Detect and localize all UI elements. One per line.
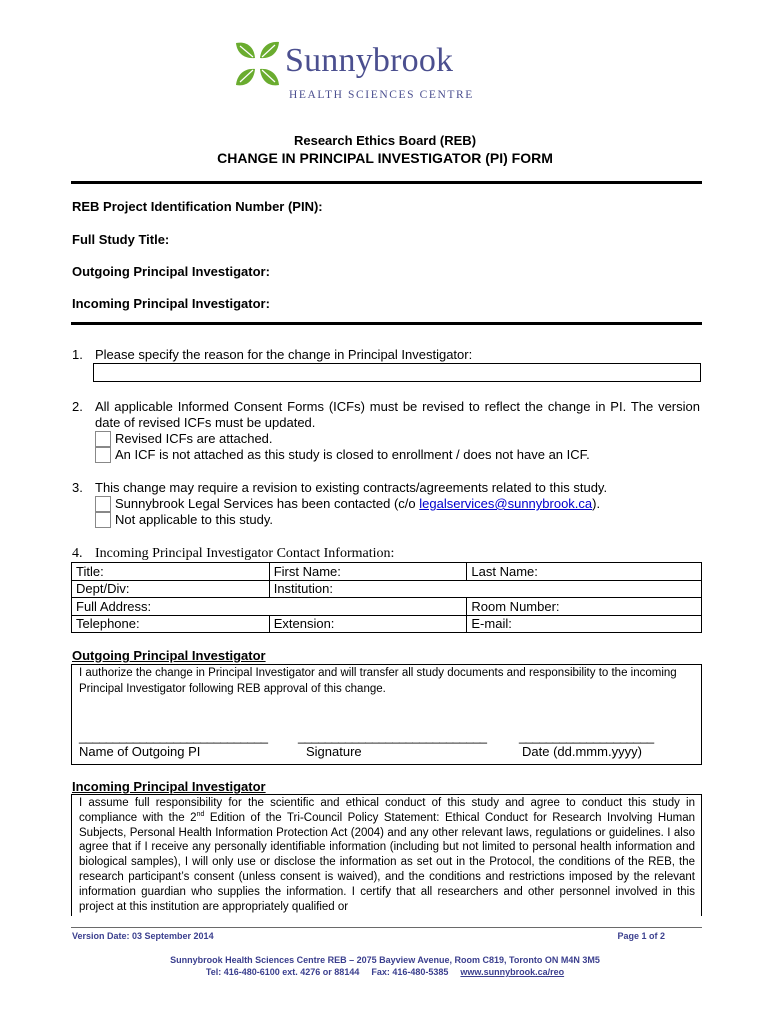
version-date: Version Date: 03 September 2014 [72,931,214,941]
first-name-field[interactable]: First Name: [269,563,467,581]
email-field[interactable]: E-mail: [467,615,702,633]
question-number: 1. [72,347,83,362]
signature-label: Signature [306,744,362,759]
checkbox-label: An ICF is not attached as this study is closed to enrollment / does not have an ICF. [115,447,590,462]
incoming-pi-label: Incoming Principal Investigator: [72,296,270,311]
question-text: This change may require a revision to existing contracts/agreements related to this study. [95,480,608,495]
legal-email-link[interactable]: legalservices@sunnybrook.ca [419,496,593,511]
footer-divider [71,927,702,928]
logo-wordmark: Sunnybrook [285,42,454,79]
outgoing-date-line[interactable]: ____________________ [519,729,654,744]
outgoing-pi-label: Outgoing Principal Investigator: [72,264,270,279]
logo-subtitle: HEALTH SCIENCES CENTRE [289,89,474,101]
page-number: Page 1 of 2 [617,931,665,941]
form-board-title: Research Ethics Board (REB) [293,133,477,148]
address-field[interactable]: Full Address: [72,598,467,616]
footer-address: Sunnybrook Health Sciences Centre REB – 2075 Bayview Avenue, Room C819, Toronto ON M4N 3M5 [170,955,600,965]
legal-text: Sunnybrook Legal Services has been contacted (c/o [115,496,420,511]
outgoing-name-line[interactable]: ____________________________ [79,729,268,744]
extension-field[interactable]: Extension: [269,615,467,633]
footer-web-link[interactable]: www.sunnybrook.ca/reo [460,967,565,977]
question-number: 2. [72,399,83,414]
footer-contact [0,967,770,977]
pin-label: REB Project Identification Number (PIN): [72,199,323,214]
date-label: Date (dd.mmm.yyyy) [522,744,642,759]
question-number: 4. [72,546,83,561]
contact-info-table [71,562,702,633]
question-2-text: All applicable Informed Consent Forms (ICFs) must be revised to reflect the change in PI. The version date of revised ICFs must be updated. [95,399,700,430]
form-title: CHANGE IN PRINCIPAL INVESTIGATOR (PI) FORM [217,150,553,166]
title-field[interactable]: Title: [72,563,270,581]
last-name-field[interactable]: Last Name: [467,563,702,581]
footer-tel: Tel: 416-480-6100 ext. 4276 or 88144 [205,967,360,977]
statement-part: I assume full responsibility for the scientific and ethical conduct of this study and agree to conduct this study in compliance with the 2 [79,797,695,824]
checkbox[interactable] [95,447,111,463]
divider [71,322,702,325]
institution-field[interactable]: Institution: [269,580,701,598]
statement-part: Edition of the Tri-Council Policy Statement: Ethical Conduct for Research Involving Human Subjects, Personal Health Information Protection Act (2004) and any other relevant laws, regulations or guidelines. I also agree that if I receive any personally identifiable information (including but not limited to personal health information and biological samples), I will only use or disclose the information as set out in the Protocol, the conditions of the REB, the research participant’s consent (unless consent is waived), and the conditions and restrictions imposed by the relevant information guardian who supplies the information. I certify that all researchers and other personnel involved in this project at this institution are appropriately qualified or [79,811,695,913]
checkbox-label: Revised ICFs are attached. [115,431,273,446]
room-number-field[interactable]: Room Number: [467,598,702,616]
incoming-statement [79,796,695,915]
ordinal-suffix: nd [196,810,205,818]
sunnybrook-logo [232,40,492,104]
study-title-label: Full Study Title: [72,232,170,247]
leaf-logo-icon [232,40,284,88]
checkbox-label: Not applicable to this study. [115,512,274,527]
outgoing-name-label: Name of Outgoing PI [79,744,201,759]
dept-field[interactable]: Dept/Div: [72,580,270,598]
incoming-pi-heading: Incoming Principal Investigator [72,779,266,794]
checkbox-label [115,496,600,512]
checkbox[interactable] [95,496,111,512]
checkbox[interactable] [95,512,111,528]
outgoing-pi-heading: Outgoing Principal Investigator [72,648,266,663]
question-text: Please specify the reason for the change in Principal Investigator: [95,347,473,362]
checkbox[interactable] [95,431,111,447]
telephone-field[interactable]: Telephone: [72,615,270,633]
divider [71,181,702,184]
outgoing-signature-line[interactable]: ____________________________ [298,729,487,744]
outgoing-statement: I authorize the change in Principal Investigator and will transfer all study documents and responsibility to the incoming Principal Investigator following REB approval of this change. [79,667,677,695]
legal-text-end: ). [592,496,601,511]
question-number: 3. [72,480,83,495]
question-text: Incoming Principal Investigator Contact Information: [95,546,395,561]
reason-input[interactable] [93,363,701,382]
footer-fax: Fax: 416-480-5385 [371,967,449,977]
